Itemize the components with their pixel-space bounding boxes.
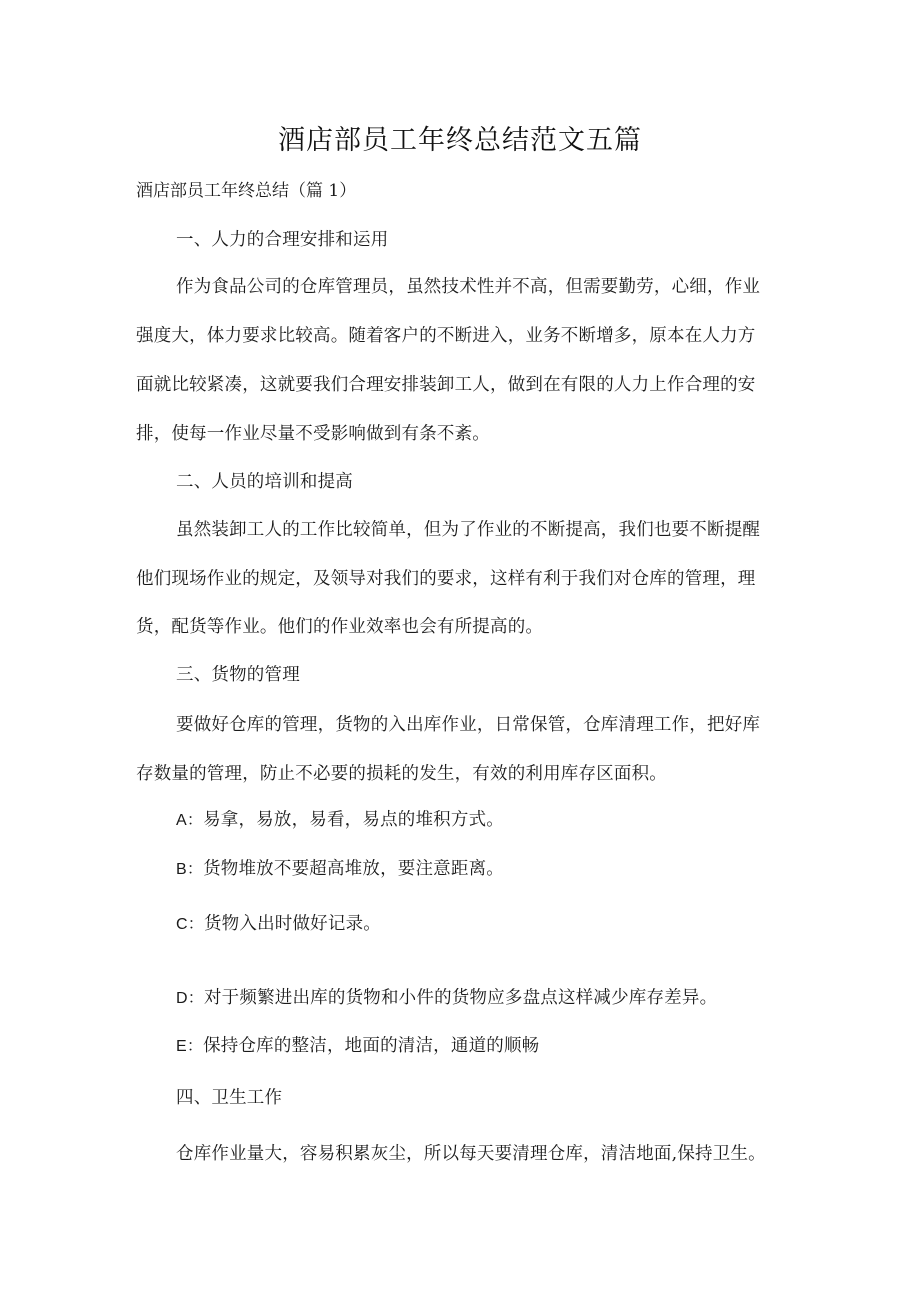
list-item-letter: E： (176, 1038, 204, 1055)
paragraph-3-line-1: 要做好仓库的管理，货物的入出库作业，日常保管，仓库清理工作，把好库 (176, 715, 761, 735)
paragraph-2-line-2: 他们现场作业的规定，及领导对我们的要求，这样有利于我们对仓库的管理，理 (136, 569, 756, 589)
paragraph-1-line-2: 强度大，体力要求比较高。随着客户的不断进入，业务不断增多，原本在人力方 (136, 326, 756, 346)
list-item-e (176, 1032, 836, 1057)
paragraph-1-line-4: 排，使每一作业尽量不受影响做到有条不紊。 (136, 424, 490, 444)
paragraph-1-line-1: 作为食品公司的仓库管理员，虽然技术性并不高，但需要勤劳，心细，作业 (176, 277, 761, 297)
paragraph-3-line-2: 存数量的管理，防止不必要的损耗的发生，有效的利用库存区面积。 (136, 764, 667, 784)
list-item-letter: B： (176, 861, 204, 878)
list-item-letter: C： (176, 916, 204, 933)
paragraph-2-line-1: 虽然装卸工人的工作比较简单，但为了作业的不断提高，我们也要不断提醒 (176, 520, 761, 540)
list-item-text: 货物堆放不要超高堆放，要注意距离。 (203, 859, 504, 879)
section-heading-2: 二、人员的培训和提高 (176, 472, 353, 492)
paragraph-2-line-3: 货，配货等作业。他们的作业效率也会有所提高的。 (136, 617, 544, 637)
document-title: 酒店部员工年终总结范文五篇 (278, 125, 642, 156)
list-item-a (176, 806, 836, 831)
document-subtitle: 酒店部员工年终总结（篇 1） (136, 181, 357, 201)
list-item-letter: D： (176, 990, 204, 1007)
list-item-text: 保持仓库的整洁，地面的清洁，通道的顺畅 (203, 1036, 540, 1056)
section-heading-3: 三、货物的管理 (176, 665, 300, 685)
paragraph-4-line-1: 仓库作业量大，容易积累灰尘，所以每天要清理仓库，清洁地面,保持卫生。 (176, 1144, 766, 1164)
paragraph-1-line-3: 面就比较紧凑，这就要我们合理安排装卸工人，做到在有限的人力上作合理的安 (136, 375, 756, 395)
list-item-b (176, 855, 836, 880)
list-item-c (176, 910, 836, 935)
list-item-d (176, 984, 836, 1009)
section-heading-1: 一、人力的合理安排和运用 (176, 230, 389, 250)
list-item-text: 货物入出时做好记录。 (203, 914, 381, 934)
list-item-text: 对于频繁进出库的货物和小件的货物应多盘点这样减少库存差异。 (203, 988, 718, 1008)
list-item-letter: A： (176, 812, 204, 829)
list-item-text: 易拿，易放，易看，易点的堆积方式。 (203, 810, 504, 830)
section-heading-4: 四、卫生工作 (176, 1088, 283, 1108)
